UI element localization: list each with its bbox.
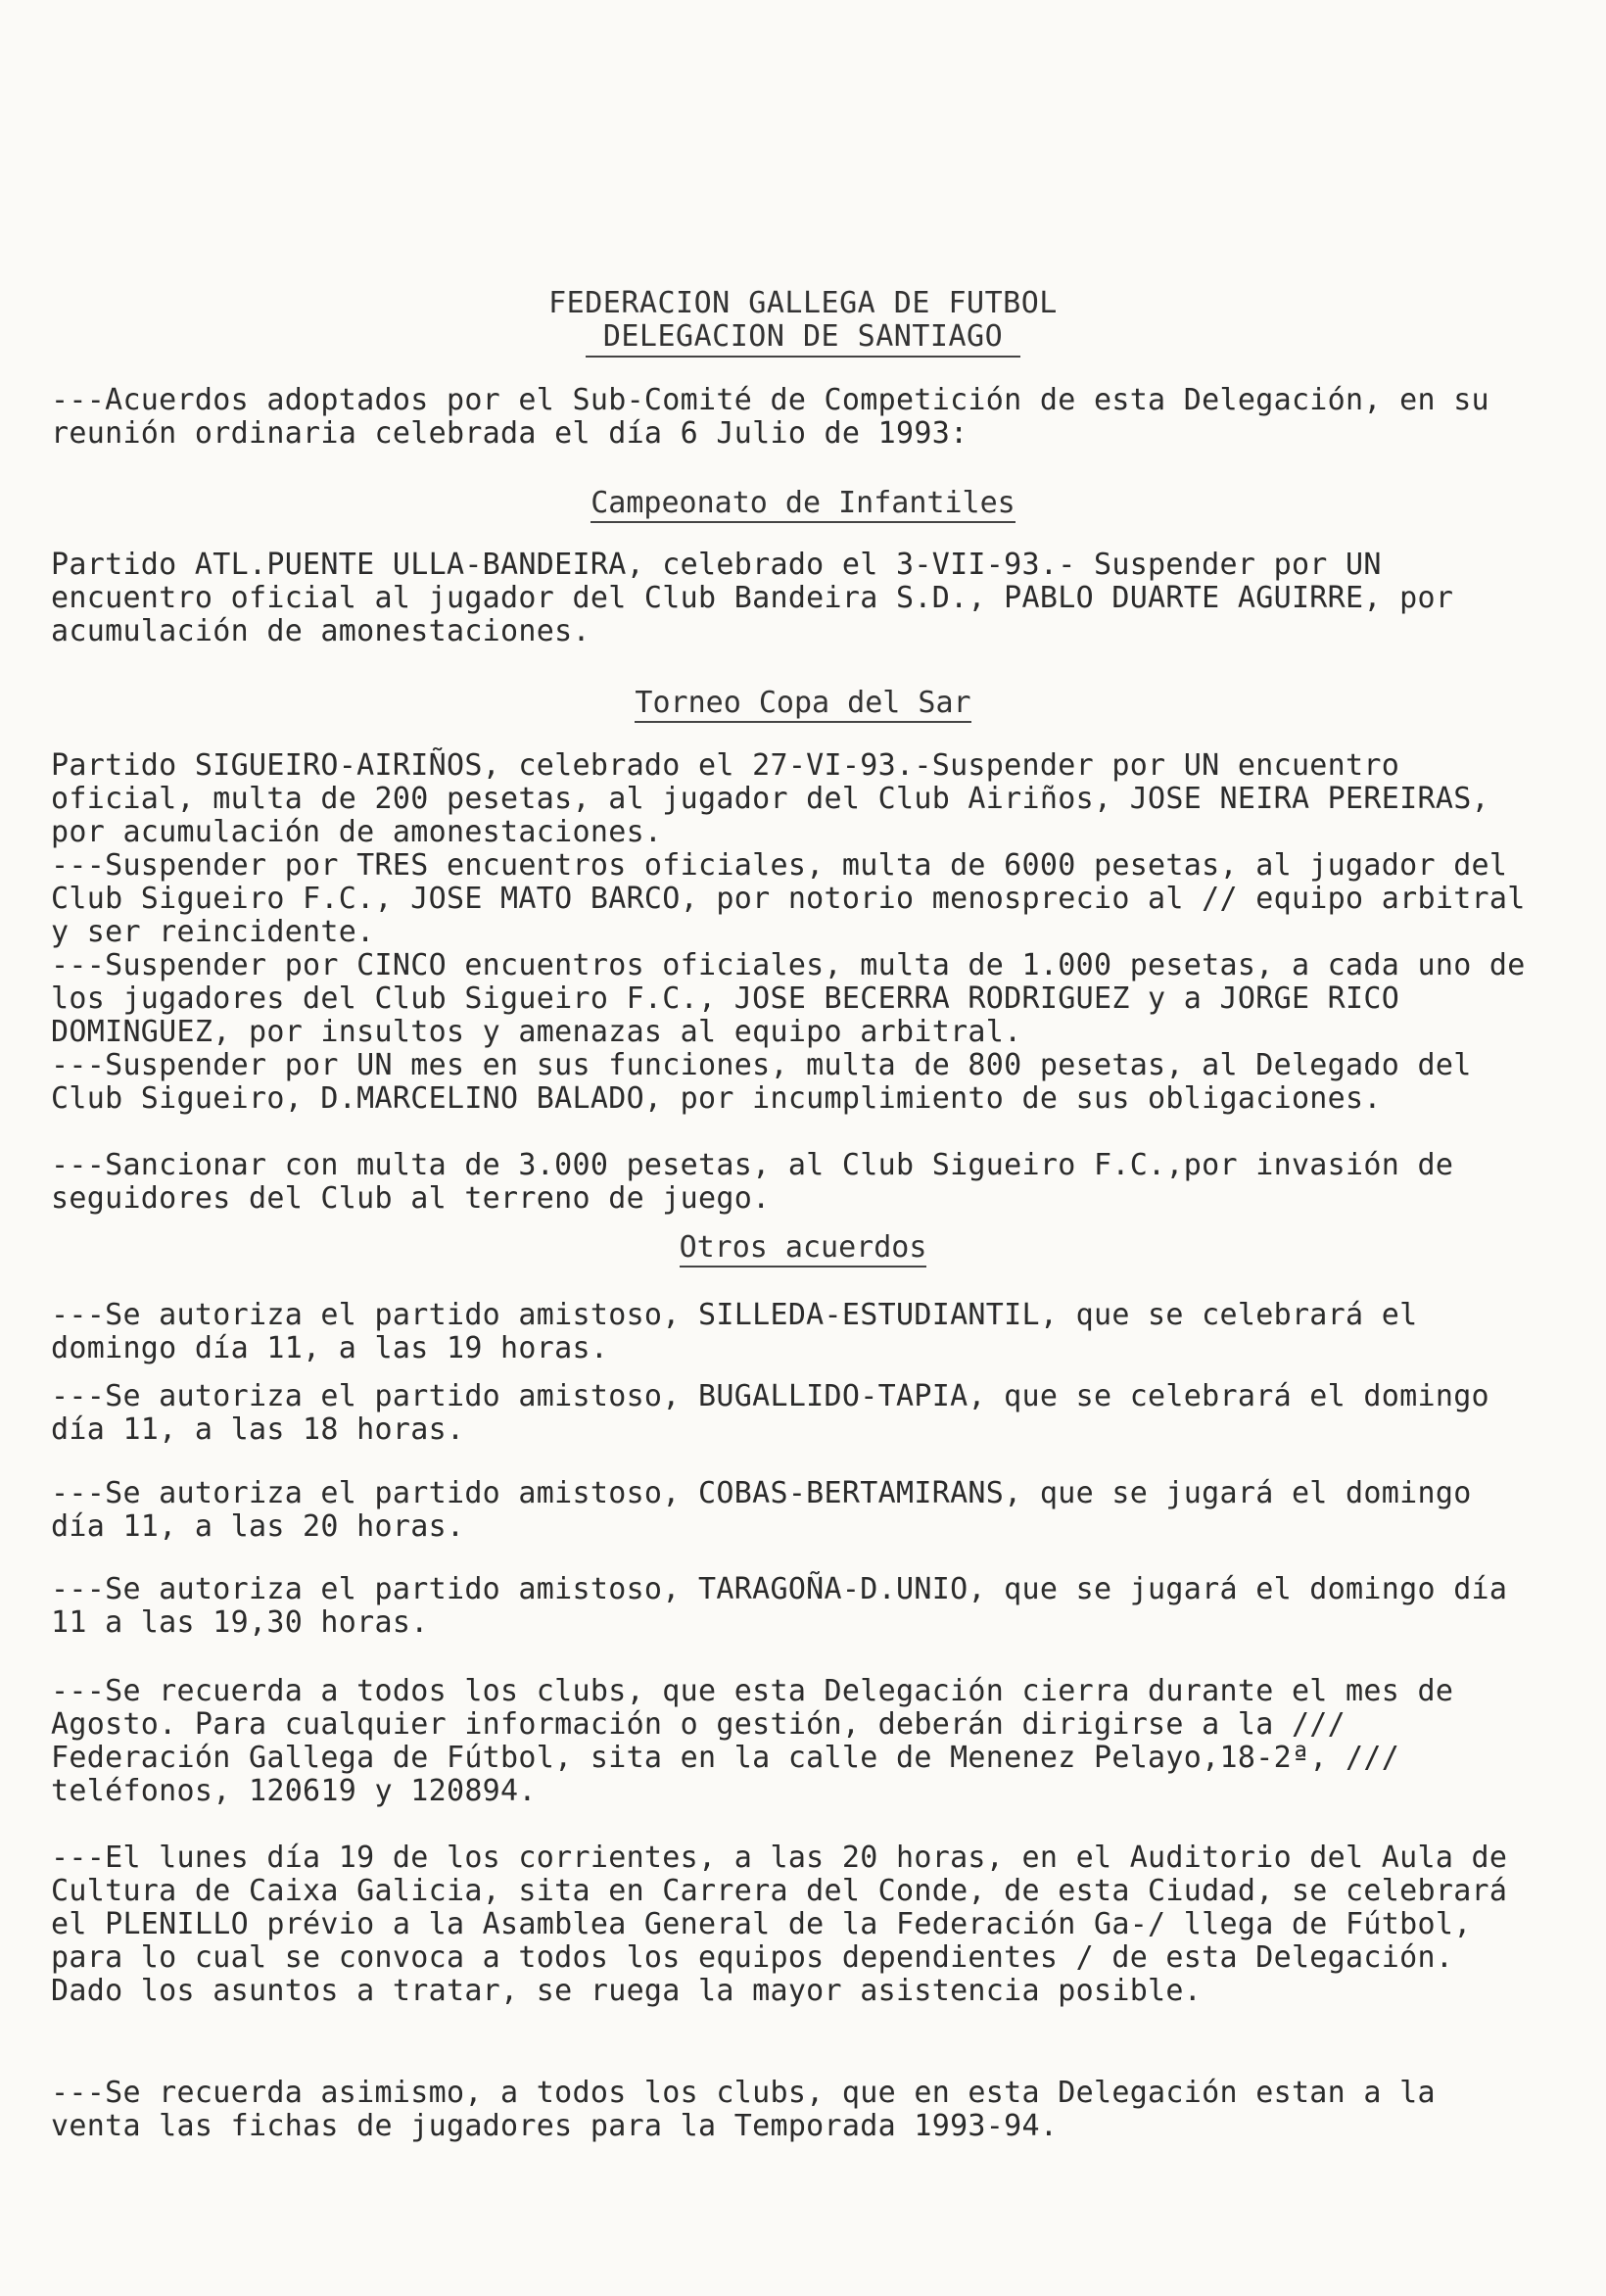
paragraph-otros-4: ---Se autoriza el partido amistoso, TARAGOÑA-D.UNIO, que se jugará el domingo día 11 a las 19,30 horas. (51, 1572, 1526, 1640)
section-heading-infantiles (0, 486, 1606, 520)
paragraph-copa-sar-1: Partido SIGUEIRO-AIRIÑOS, celebrado el 27-VI-93.-Suspender por UN encuentro oficial, multa de 200 pesetas, al jugador del Club Airiños, JOSE NEIRA PEREIRAS, por acumulación de amonestaciones. (51, 748, 1508, 849)
intro-paragraph: ---Acuerdos adoptados por el Sub-Comité de Competición de esta Delegación, en su reunión ordinaria celebrada el día 6 Julio de 1993: (51, 383, 1508, 451)
section-heading-otros (0, 1230, 1606, 1265)
delegation-title (0, 319, 1606, 358)
paragraph-copa-sar-2: ---Suspender por TRES encuentros oficiales, multa de 6000 pesetas, al jugador del Club Sigueiro F.C., JOSE MATO BARCO, por notorio menosprecio al // equipo arbitral y ser reincidente. (51, 848, 1544, 949)
paragraph-copa-sar-5: ---Sancionar con multa de 3.000 pesetas, al Club Sigueiro F.C.,por invasión de seguidores del Club al terreno de juego. (51, 1148, 1472, 1216)
paragraph-otros-6: ---El lunes día 19 de los corrientes, a las 20 horas, en el Auditorio del Aula de Cultura de Caixa Galicia, sita en Carrera del Conde, de esta Ciudad, se celebrará el PLENILLO prévio a la Asamblea General de la Federación Ga-/ llega de Fútbol, para lo cual se convoca a todos los equipos dependientes / de esta Delegación. Dado los asuntos a tratar, se ruega la mayor asistencia posible. (51, 1841, 1526, 2008)
section-heading-text: Torneo Copa del Sar (635, 686, 970, 723)
section-heading-text: Campeonato de Infantiles (590, 486, 1015, 523)
delegation-title-text: DELEGACION DE SANTIAGO (586, 319, 1020, 358)
federation-title: FEDERACION GALLEGA DE FUTBOL (548, 286, 1058, 320)
paragraph-infantiles-1: Partido ATL.PUENTE ULLA-BANDEIRA, celebrado el 3-VII-93.- Suspender por UN encuentro oficial al jugador del Club Bandeira S.D., PABLO DUARTE AGUIRRE, por acumulación de amonestaciones. (51, 548, 1472, 648)
section-heading-text: Otros acuerdos (680, 1230, 927, 1268)
paragraph-otros-5: ---Se recuerda a todos los clubs, que esta Delegación cierra durante el mes de Agosto. Para cualquier información o gestión, deberán dirigirse a la /// Federación Gallega de Fútbol, sita en la calle de Menenez Pelayo,18-2ª, /// teléfonos, 120619 y 120894. (51, 1674, 1472, 1808)
paragraph-otros-2: ---Se autoriza el partido amistoso, BUGALLIDO-TAPIA, que se celebrará el domingo día 11, a las 18 horas. (51, 1379, 1508, 1447)
paragraph-otros-7: ---Se recuerda asimismo, a todos los clubs, que en esta Delegación estan a la venta las fichas de jugadores para la Temporada 1993-94. (51, 2076, 1454, 2143)
section-heading-copa-sar (0, 686, 1606, 720)
paragraph-copa-sar-4: ---Suspender por UN mes en sus funciones, multa de 800 pesetas, al Delegado del Club Sigueiro, D.MARCELINO BALADO, por incumplimiento de sus obligaciones. (51, 1048, 1489, 1116)
paragraph-otros-3: ---Se autoriza el partido amistoso, COBAS-BERTAMIRANS, que se jugará el domingo día 11, a las 20 horas. (51, 1476, 1489, 1544)
paragraph-otros-1: ---Se autoriza el partido amistoso, SILLEDA-ESTUDIANTIL, que se celebrará el domingo día 11, a las 19 horas. (51, 1298, 1436, 1365)
paragraph-copa-sar-3: ---Suspender por CINCO encuentros oficiales, multa de 1.000 pesetas, a cada uno de los jugadores del Club Sigueiro F.C., JOSE BECERRA RODRIGUEZ y a JORGE RICO DOMINGUEZ, por insultos y amenazas al equipo arbitral. (51, 948, 1544, 1049)
